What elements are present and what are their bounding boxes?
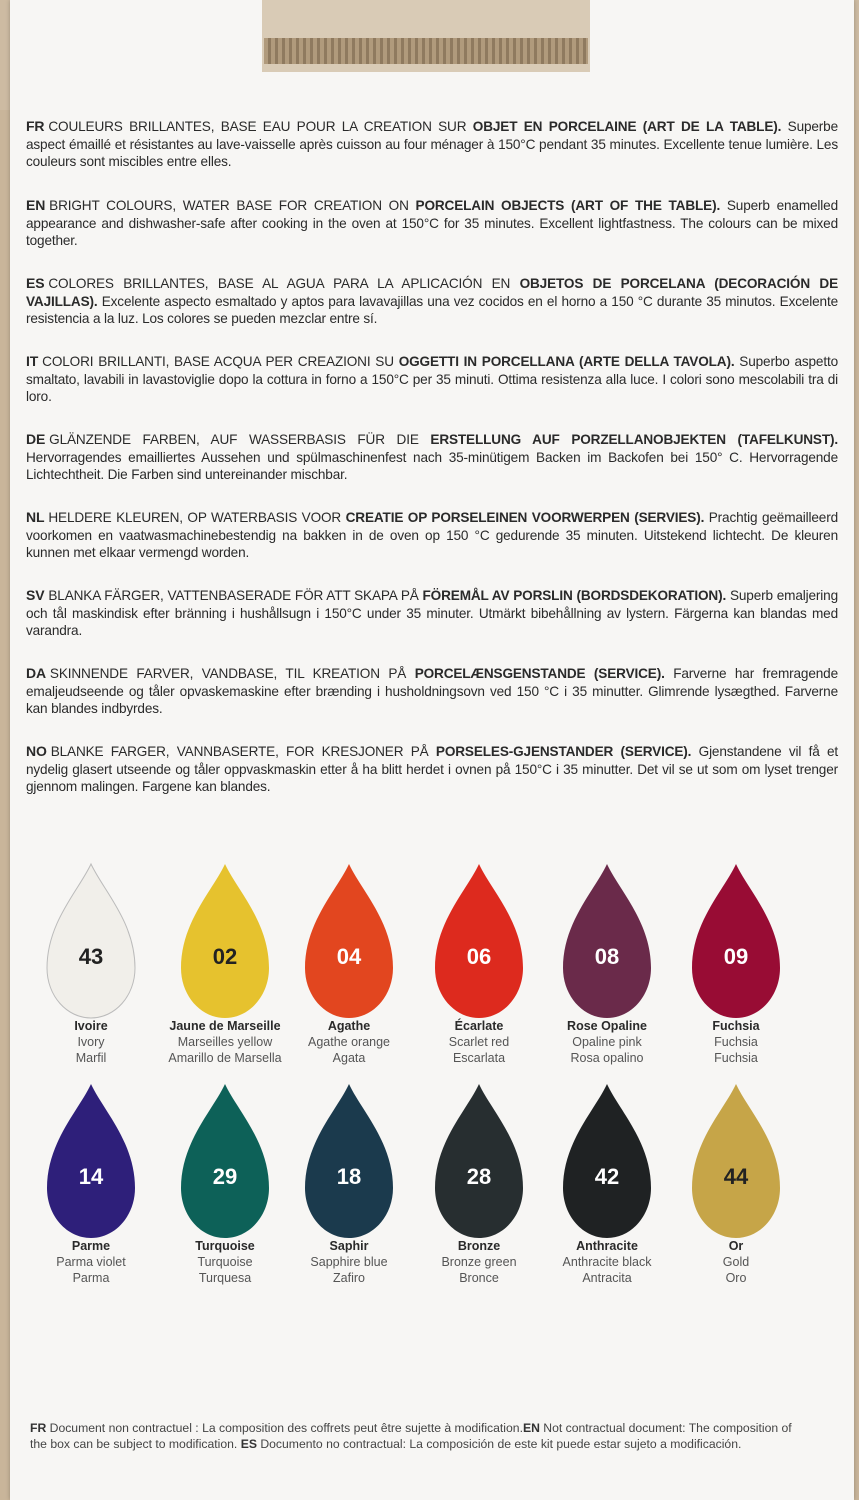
disclaimer-en: Not contractual document: The composition of the box can be subject to modification.	[30, 1421, 792, 1451]
color-number: 28	[466, 1164, 492, 1189]
paragraph-text: COULEURS BRILLANTES, BASE EAU POUR LA CREATION SUR	[48, 119, 473, 134]
paragraph-highlight: OBJET EN PORCELAINE (ART DE LA TABLE).	[472, 119, 782, 134]
color-drop-29	[175, 1080, 275, 1240]
drop-icon	[557, 1080, 657, 1242]
paragraph-text: Superb enamelled appearance and dishwasher-safe after cooking in the oven at 150°C for 35 minutes. Excellent lightfastness. The colours can be mixed together.	[26, 198, 838, 248]
color-name-es: Rosa opalino	[570, 1051, 644, 1065]
language-code: ES	[26, 275, 45, 291]
color-drop-28	[429, 1080, 529, 1240]
disclaimer-fr-code: FR	[30, 1421, 47, 1435]
paragraph-da	[26, 665, 838, 718]
color-name-es: Parma	[72, 1271, 110, 1285]
color-name-en: Marseilles yellow	[177, 1035, 273, 1049]
language-code: SV	[26, 587, 45, 603]
color-name: Saphir	[329, 1239, 369, 1253]
color-number: 29	[212, 1164, 238, 1189]
language-code: IT	[26, 353, 39, 369]
color-name-en: Opaline pink	[572, 1035, 642, 1049]
paragraph-de	[26, 431, 838, 484]
drop-icon	[429, 860, 529, 1022]
color-number: 44	[723, 1164, 749, 1189]
disclaimer-es: Documento no contractual: La composición de este kit puede estar sujeto a modificación.	[256, 1437, 742, 1451]
color-label-08	[532, 1018, 682, 1066]
disclaimer	[30, 1420, 810, 1452]
color-label-44	[661, 1238, 811, 1286]
color-name-en: Sapphire blue	[310, 1255, 388, 1269]
paragraph-text: COLORI BRILLANTI, BASE ACQUA PER CREAZIONI SU	[42, 354, 399, 369]
color-label-04	[274, 1018, 424, 1066]
paragraph-text: Prachtig geëmailleerd voorkomen en vaatwasmachinebestendig na bakken in de oven op 150 °C gedurende 35 minuten. Uitstekend lichtecht. De kleuren kunnen met elkaar vermengd worden.	[26, 510, 838, 560]
color-name: Parme	[71, 1239, 111, 1253]
paragraph-highlight: PORSELES-GJENSTANDER (SERVICE).	[435, 744, 692, 759]
language-code: DE	[26, 431, 46, 447]
paragraph-text: Hervorragendes emailliertes Aussehen und spülmaschinenfest nach 35-minütigem Backen im Backofen bei 150° C. Hervorragende Lichtechtheit. Die Farben sind untereinander mischbar.	[26, 449, 838, 482]
color-number: 09	[723, 944, 749, 969]
paragraph-highlight: PORCELÆNSGENSTANDE (SERVICE).	[414, 666, 665, 681]
language-code: NL	[26, 509, 45, 525]
drop-icon	[686, 1080, 786, 1242]
paragraph-text: BLANKE FARGER, VANNBASERTE, FOR KRESJONER PÅ	[50, 744, 436, 759]
color-drop-44	[686, 1080, 786, 1240]
color-number: 04	[336, 944, 362, 969]
paragraph-fr	[26, 118, 838, 171]
color-name: Fuchsia	[712, 1019, 760, 1033]
disclaimer-es-code: ES	[240, 1437, 257, 1451]
color-name-en: Scarlet red	[448, 1035, 510, 1049]
paragraph-text: Superbe aspect émaillé et résistantes au lave-vaisselle après cuisson au four ménager à 150°C pendant 35 minutes. Excellente tenue lumière. Les couleurs sont miscibles entre elles.	[26, 119, 839, 169]
drop-icon	[299, 1080, 399, 1242]
paragraph-highlight: PORCELAIN OBJECTS (ART OF THE TABLE).	[415, 198, 721, 213]
color-name-en: Turquoise	[197, 1255, 253, 1269]
paragraph-highlight: ERSTELLUNG AUF PORZELLANOBJEKTEN (TAFELKUNST).	[430, 432, 839, 447]
color-number: 18	[336, 1164, 362, 1189]
paragraph-highlight: CREATIE OP PORSELEINEN VOORWERPEN (SERVIES).	[345, 510, 705, 525]
paragraph-it	[26, 353, 838, 406]
color-number: 43	[78, 944, 104, 969]
language-code: EN	[26, 197, 46, 213]
color-name: Or	[728, 1239, 744, 1253]
paragraph-highlight: OGGETTI IN PORCELLANA (ARTE DELLA TAVOLA).	[398, 354, 735, 369]
color-drop-14	[41, 1080, 141, 1240]
paragraph-en	[26, 197, 838, 250]
paragraph-highlight: OBJETOS DE PORCELANA (DECORACIÓN DE VAJILLAS).	[26, 276, 838, 309]
color-drop-04	[299, 860, 399, 1020]
color-number: 08	[594, 944, 620, 969]
color-drop-06	[429, 860, 529, 1020]
color-name: Bronze	[457, 1239, 501, 1253]
paragraph-text: BLANKA FÄRGER, VATTENBASERADE FÖR ATT SKAPA PÅ	[48, 588, 423, 603]
drop-icon	[175, 1080, 275, 1242]
drop-icon	[429, 1080, 529, 1242]
drop-icon	[557, 860, 657, 1022]
drop-icon	[686, 860, 786, 1022]
drop-icon	[41, 1080, 141, 1242]
color-number: 02	[212, 944, 238, 969]
paragraph-text: Superb emaljering och tål maskindisk efter bränning i hushållsugn i 150°C under 35 minuter. Utmärkt bibehållning av lystern. Färgerna kan blandas med varandra.	[26, 588, 838, 638]
paragraph-text: GLÄNZENDE FARBEN, AUF WASSERBASIS FÜR DIE	[49, 432, 431, 447]
color-number: 14	[78, 1164, 104, 1189]
color-name: Jaune de Marseille	[169, 1019, 281, 1033]
drop-icon	[299, 860, 399, 1022]
paragraph-highlight: FÖREMÅL AV PORSLIN (BORDSDEKORATION).	[422, 588, 727, 603]
color-label-14	[16, 1238, 166, 1286]
color-label-09	[661, 1018, 811, 1066]
color-number: 06	[466, 944, 492, 969]
color-name-es: Escarlata	[452, 1051, 506, 1065]
color-name-es: Marfil	[75, 1051, 107, 1065]
color-name-es: Bronce	[459, 1271, 499, 1285]
language-code: DA	[26, 665, 46, 681]
paragraph-text: HELDERE KLEUREN, OP WATERBASIS VOOR	[48, 510, 346, 525]
paragraph-es	[26, 275, 838, 328]
paragraph-text: COLORES BRILLANTES, BASE AL AGUA PARA LA APLICACIÓN EN	[48, 276, 520, 291]
paragraph-text: Superbo aspetto smaltato, lavabili in lavastoviglie dopo la cottura in forno a 150°C per 35 minuti. Ottima resistenza alla luce. I colori sono mescolabili tra di loro.	[26, 354, 839, 404]
disclaimer-fr: Document non contractuel : La composition des coffrets peut être sujette à modification.	[46, 1421, 523, 1435]
color-name-en: Parma violet	[56, 1255, 126, 1269]
color-drop-42	[557, 1080, 657, 1240]
color-name: Turquoise	[195, 1239, 255, 1253]
color-name-es: Zafiro	[333, 1271, 365, 1285]
paragraph-text: BRIGHT COLOURS, WATER BASE FOR CREATION ON	[49, 198, 416, 213]
language-code: NO	[26, 743, 47, 759]
color-name: Rose Opaline	[567, 1019, 647, 1033]
color-name: Écarlate	[454, 1019, 504, 1033]
color-name-en: Anthracite black	[562, 1255, 652, 1269]
drop-icon	[41, 860, 141, 1022]
color-number: 42	[594, 1164, 620, 1189]
drop-icon	[175, 860, 275, 1022]
color-name-es: Fuchsia	[714, 1051, 758, 1065]
color-label-43	[16, 1018, 166, 1066]
color-drop-09	[686, 860, 786, 1020]
color-name-es: Amarillo de Marsella	[168, 1051, 282, 1065]
color-label-18	[274, 1238, 424, 1286]
paragraph-text: Farverne har fremragende emaljeudseende og tåler opvaskemaskine efter brænding i husholdningsovn ved 150 °C i 35 minutter. Glimrende lysægthed. Farverne kan blandes indbyrdes.	[26, 666, 838, 716]
color-name-es: Oro	[725, 1271, 747, 1285]
color-name-en: Fuchsia	[714, 1035, 758, 1049]
paragraph-text: SKINNENDE FARVER, VANDBASE, TIL KREATION PÅ	[49, 666, 415, 681]
paragraph-sv	[26, 587, 838, 640]
color-name: Agathe	[327, 1019, 371, 1033]
color-name: Anthracite	[576, 1239, 638, 1253]
color-name-es: Agata	[332, 1051, 366, 1065]
color-name-es: Antracita	[582, 1271, 632, 1285]
disclaimer-en-code: EN	[522, 1421, 540, 1435]
color-name-en: Gold	[722, 1255, 750, 1269]
paragraph-text: Excelente aspecto esmaltado y aptos para lavavajillas una vez cocidos en el horno a 150 °C durante 35 minutos. Excelente resistencia a la luz. Los colores se pueden mezclar entre sí.	[26, 293, 838, 326]
corrugated-edge	[264, 38, 588, 64]
color-name-es: Turquesa	[198, 1271, 252, 1285]
language-code: FR	[26, 118, 45, 134]
color-drop-43	[41, 860, 141, 1020]
box-flap	[262, 0, 590, 72]
paragraph-nl	[26, 509, 838, 562]
color-name-en: Ivory	[77, 1035, 105, 1049]
paragraph-text: Gjenstandene vil få et nydelig glasert utseende og tåler oppvaskmaskin etter å ha blitt herdet i ovnen på 150°C i 35 minutter. Det vil se ut som om lyset trenger gjennom malingen. Fargene kan blandes.	[26, 744, 838, 794]
color-name-en: Agathe orange	[307, 1035, 390, 1049]
color-name-en: Bronze green	[441, 1255, 517, 1269]
color-drop-02	[175, 860, 275, 1020]
color-drop-08	[557, 860, 657, 1020]
color-label-42	[532, 1238, 682, 1286]
color-drop-18	[299, 1080, 399, 1240]
paragraph-no	[26, 743, 838, 796]
color-name: Ivoire	[74, 1019, 108, 1033]
